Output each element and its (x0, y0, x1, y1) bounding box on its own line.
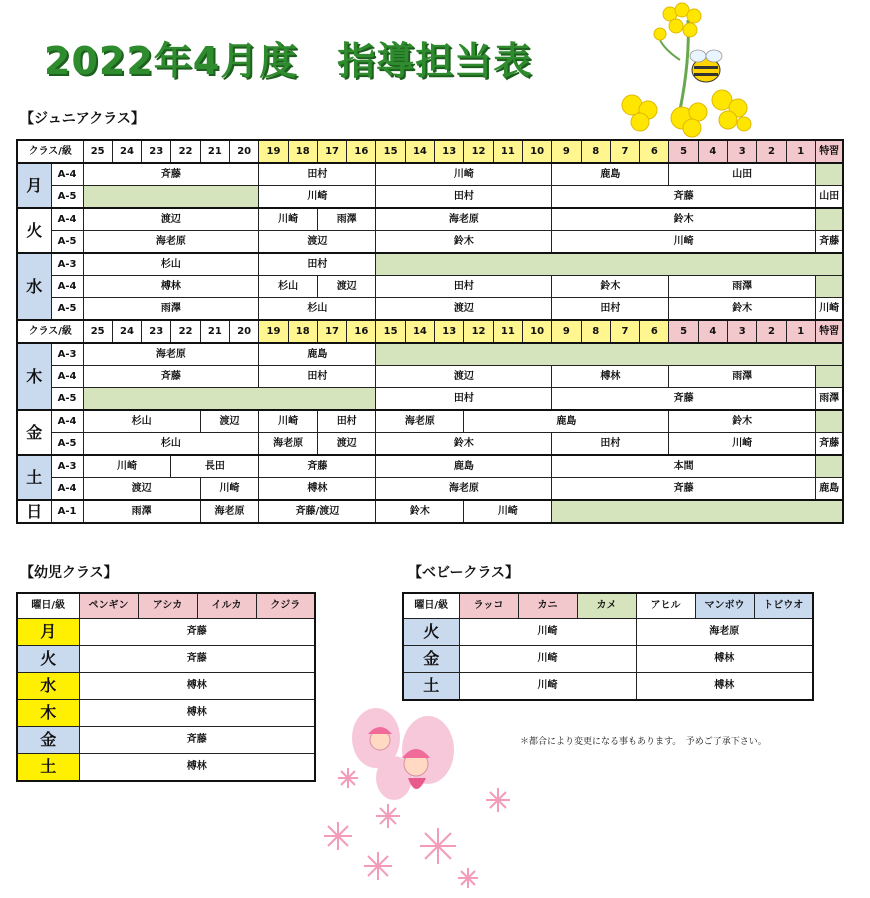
teacher-cell: 鹿島 (376, 455, 552, 478)
level-header: 2 (757, 140, 786, 163)
level-label: A-5 (51, 231, 83, 254)
level-header: 23 (142, 320, 171, 343)
schedule-row-thu-a4 (17, 366, 843, 388)
level-header: 9 (552, 320, 581, 343)
teacher-cell: 川崎 (259, 186, 376, 209)
teacher-cell: 斉藤 (815, 433, 843, 456)
level-header: 15 (376, 140, 405, 163)
teacher-cell: 榑林 (552, 366, 669, 388)
kinder-row (17, 646, 315, 673)
teacher-cell: 田村 (259, 253, 376, 276)
level-header: 8 (581, 320, 610, 343)
schedule-row-fri-a4 (17, 410, 843, 433)
baby-header-row (403, 593, 813, 619)
teacher-cell: 川崎 (669, 433, 815, 456)
empty-cell (83, 186, 259, 209)
teacher-cell: 鈴木 (669, 410, 815, 433)
day-label: 金 (403, 646, 459, 673)
header-corner: クラス/級 (17, 320, 83, 343)
teacher-cell: 雨澤 (317, 208, 376, 231)
level-label: A-3 (51, 253, 83, 276)
day-label: 月 (17, 619, 79, 646)
level-label: A-5 (51, 388, 83, 411)
teacher-cell: 長田 (171, 455, 259, 478)
day-label: 土 (17, 754, 79, 782)
day-label-wed: 水 (17, 253, 51, 320)
kinder-row (17, 619, 315, 646)
day-label: 水 (17, 673, 79, 700)
bee-icon (690, 50, 722, 82)
teacher-cell: 雨澤 (669, 366, 815, 388)
schedule-row-sun-a1 (17, 500, 843, 523)
level-header: 13 (435, 140, 464, 163)
teacher-cell: 海老原 (83, 231, 259, 254)
baby-section-label: 【ベビークラス】 (408, 565, 520, 581)
level-header: 10 (522, 140, 551, 163)
teacher-cell: 鈴木 (376, 231, 552, 254)
kinder-section-label: 【幼児クラス】 (20, 565, 118, 581)
empty-cell (376, 343, 843, 366)
day-label-tue: 火 (17, 208, 51, 253)
teacher-cell: 雨澤 (83, 500, 200, 523)
level-header: 5 (669, 140, 698, 163)
teacher-cell: 渡辺 (83, 478, 200, 501)
teacher-cell: 渡辺 (259, 231, 376, 254)
day-label-sat: 土 (17, 455, 51, 500)
level-header: 16 (347, 140, 376, 163)
teacher-cell: 榑林 (259, 478, 376, 501)
level-header: 17 (317, 140, 346, 163)
schedule-row-wed-a5 (17, 298, 843, 321)
level-label: A-5 (51, 433, 83, 456)
level-label: A-3 (51, 343, 83, 366)
change-notice: ＊都合により変更になる事もあります。 予めご了承下さい。 (520, 737, 767, 747)
baby-schedule-table (402, 592, 814, 701)
teacher-cell: 榑林 (636, 646, 813, 673)
teacher-cell: 川崎 (459, 619, 636, 646)
level-header: 7 (610, 140, 639, 163)
day-label: 土 (403, 673, 459, 701)
class-header: カメ (577, 593, 636, 619)
teacher-cell: 斉藤 (552, 388, 816, 411)
teacher-cell: 雨澤 (815, 388, 843, 411)
class-header: クジラ (256, 593, 315, 619)
level-header: 21 (200, 140, 229, 163)
class-header: ペンギン (79, 593, 138, 619)
teacher-cell: 杉山 (83, 433, 259, 456)
teacher-cell: 鹿島 (259, 343, 376, 366)
teacher-cell: 斉藤 (552, 478, 816, 501)
teacher-cell: 斉藤 (83, 163, 259, 186)
level-header: 6 (640, 140, 669, 163)
teacher-cell: 海老原 (376, 410, 464, 433)
junior-header-row (17, 140, 843, 163)
teacher-cell: 杉山 (83, 410, 200, 433)
schedule-row-mon-a4 (17, 163, 843, 186)
level-label: A-4 (51, 478, 83, 501)
junior-header-row (17, 320, 843, 343)
teacher-cell: 川崎 (259, 410, 318, 433)
level-label: A-4 (51, 276, 83, 298)
class-header: カニ (518, 593, 577, 619)
teacher-cell: 榑林 (79, 754, 315, 782)
level-header: 1 (786, 140, 815, 163)
day-label: 木 (17, 700, 79, 727)
level-header: 25 (83, 320, 112, 343)
teacher-cell: 杉山 (259, 298, 376, 321)
level-header: 10 (522, 320, 551, 343)
schedule-row-thu-a5 (17, 388, 843, 411)
teacher-cell: 鈴木 (669, 298, 815, 321)
teacher-cell: 田村 (376, 388, 552, 411)
teacher-cell: 川崎 (464, 500, 552, 523)
level-header: 23 (142, 140, 171, 163)
day-label-mon: 月 (17, 163, 51, 208)
level-header: 3 (728, 320, 757, 343)
teacher-cell: 雨澤 (669, 276, 815, 298)
schedule-row-wed-a3 (17, 253, 843, 276)
sakura-fairies-illustration (318, 708, 518, 894)
special-header: 特習 (815, 320, 843, 343)
level-header: 8 (581, 140, 610, 163)
class-header: アシカ (138, 593, 197, 619)
teacher-cell: 田村 (376, 276, 552, 298)
level-header: 17 (317, 320, 346, 343)
teacher-cell: 渡辺 (317, 276, 376, 298)
teacher-cell: 榑林 (83, 276, 259, 298)
empty-cell (552, 500, 844, 523)
level-label: A-4 (51, 163, 83, 186)
junior-section-label: 【ジュニアクラス】 (20, 111, 145, 127)
teacher-cell: 榑林 (79, 673, 315, 700)
level-label: A-4 (51, 366, 83, 388)
level-header: 11 (493, 140, 522, 163)
teacher-cell: 斉藤 (79, 619, 315, 646)
teacher-cell: 海老原 (83, 343, 259, 366)
page-title: 2022年4月度 指導担当表 (44, 39, 533, 83)
kinder-row (17, 700, 315, 727)
teacher-cell: 海老原 (376, 208, 552, 231)
header-corner: クラス/級 (17, 140, 83, 163)
class-header: トビウオ (754, 593, 813, 619)
teacher-cell: 川崎 (459, 673, 636, 701)
teacher-cell: 山田 (669, 163, 815, 186)
schedule-row-tue-a4 (17, 208, 843, 231)
teacher-cell: 川崎 (815, 298, 843, 321)
empty-cell (815, 366, 843, 388)
teacher-cell: 杉山 (83, 253, 259, 276)
level-header: 25 (83, 140, 112, 163)
teacher-cell: 渡辺 (317, 433, 376, 456)
empty-cell (815, 276, 843, 298)
teacher-cell: 川崎 (376, 163, 552, 186)
schedule-row-tue-a5 (17, 231, 843, 254)
level-header: 7 (610, 320, 639, 343)
kinder-schedule-table (16, 592, 316, 782)
level-label: A-1 (51, 500, 83, 523)
day-label: 火 (403, 619, 459, 646)
level-header: 20 (230, 320, 259, 343)
baby-row (403, 619, 813, 646)
teacher-cell: 川崎 (200, 478, 259, 501)
level-label: A-4 (51, 208, 83, 231)
day-label-fri: 金 (17, 410, 51, 455)
level-header: 11 (493, 320, 522, 343)
level-header: 21 (200, 320, 229, 343)
level-header: 5 (669, 320, 698, 343)
teacher-cell: 渡辺 (200, 410, 259, 433)
class-header: マンボウ (695, 593, 754, 619)
special-header: 特習 (815, 140, 843, 163)
level-header: 4 (698, 140, 727, 163)
teacher-cell: 田村 (259, 163, 376, 186)
schedule-row-fri-a5 (17, 433, 843, 456)
teacher-cell: 鈴木 (376, 500, 464, 523)
teacher-cell: 山田 (815, 186, 843, 209)
level-header: 15 (376, 320, 405, 343)
teacher-cell: 渡辺 (376, 366, 552, 388)
empty-cell (83, 388, 376, 411)
kinder-header-row (17, 593, 315, 619)
level-header: 1 (786, 320, 815, 343)
schedule-row-sat-a3 (17, 455, 843, 478)
teacher-cell: 杉山 (259, 276, 318, 298)
teacher-cell: 田村 (259, 366, 376, 388)
teacher-cell: 海老原 (200, 500, 259, 523)
level-label: A-4 (51, 410, 83, 433)
teacher-cell: 鈴木 (552, 276, 669, 298)
level-header: 4 (698, 320, 727, 343)
level-header: 13 (435, 320, 464, 343)
teacher-cell: 川崎 (83, 455, 171, 478)
teacher-cell: 田村 (376, 186, 552, 209)
level-header: 12 (464, 140, 493, 163)
teacher-cell: 海老原 (259, 433, 318, 456)
teacher-cell: 鹿島 (815, 478, 843, 501)
teacher-cell: 渡辺 (83, 208, 259, 231)
day-label: 火 (17, 646, 79, 673)
kinder-row (17, 754, 315, 782)
kinder-row (17, 673, 315, 700)
teacher-cell: 鹿島 (552, 163, 669, 186)
teacher-cell: 斉藤/渡辺 (259, 500, 376, 523)
day-label-thu: 木 (17, 343, 51, 410)
teacher-cell: 榑林 (79, 700, 315, 727)
teacher-cell: 雨澤 (83, 298, 259, 321)
schedule-row-wed-a4 (17, 276, 843, 298)
teacher-cell: 川崎 (259, 208, 318, 231)
header-corner: 曜日/級 (403, 593, 459, 619)
schedule-row-sat-a4 (17, 478, 843, 501)
level-header: 22 (171, 140, 200, 163)
level-label: A-5 (51, 186, 83, 209)
teacher-cell: 斉藤 (79, 727, 315, 754)
teacher-cell: 本間 (552, 455, 816, 478)
level-header: 3 (728, 140, 757, 163)
level-label: A-5 (51, 298, 83, 321)
class-header: イルカ (197, 593, 256, 619)
level-header: 9 (552, 140, 581, 163)
header-corner: 曜日/級 (17, 593, 79, 619)
level-header: 2 (757, 320, 786, 343)
level-header: 6 (640, 320, 669, 343)
level-label: A-3 (51, 455, 83, 478)
teacher-cell: 海老原 (376, 478, 552, 501)
empty-cell (815, 208, 843, 231)
level-header: 19 (259, 140, 288, 163)
baby-row (403, 673, 813, 701)
level-header: 14 (405, 140, 434, 163)
level-header: 12 (464, 320, 493, 343)
teacher-cell: 川崎 (459, 646, 636, 673)
schedule-row-thu-a3 (17, 343, 843, 366)
teacher-cell: 田村 (552, 298, 669, 321)
level-header: 18 (288, 140, 317, 163)
teacher-cell: 鈴木 (552, 208, 816, 231)
teacher-cell: 鹿島 (464, 410, 669, 433)
class-header: ラッコ (459, 593, 518, 619)
teacher-cell: 斉藤 (815, 231, 843, 254)
level-header: 19 (259, 320, 288, 343)
class-header: アヒル (636, 593, 695, 619)
empty-cell (815, 410, 843, 433)
day-label-sun: 日 (17, 500, 51, 523)
level-header: 24 (112, 140, 141, 163)
teacher-cell: 田村 (317, 410, 376, 433)
level-header: 18 (288, 320, 317, 343)
teacher-cell: 海老原 (636, 619, 813, 646)
empty-cell (815, 455, 843, 478)
level-header: 16 (347, 320, 376, 343)
empty-cell (815, 163, 843, 186)
kinder-row (17, 727, 315, 754)
level-header: 22 (171, 320, 200, 343)
teacher-cell: 川崎 (552, 231, 816, 254)
teacher-cell: 榑林 (636, 673, 813, 701)
teacher-cell: 渡辺 (376, 298, 552, 321)
day-label: 金 (17, 727, 79, 754)
teacher-cell: 斉藤 (79, 646, 315, 673)
teacher-cell: 田村 (552, 433, 669, 456)
teacher-cell: 斉藤 (552, 186, 816, 209)
baby-row (403, 646, 813, 673)
teacher-cell: 鈴木 (376, 433, 552, 456)
empty-cell (376, 253, 843, 276)
teacher-cell: 斉藤 (259, 455, 376, 478)
teacher-cell: 斉藤 (83, 366, 259, 388)
schedule-row-mon-a5 (17, 186, 843, 209)
level-header: 20 (230, 140, 259, 163)
level-header: 14 (405, 320, 434, 343)
rapeseed-flower-illustration (610, 0, 760, 140)
level-header: 24 (112, 320, 141, 343)
junior-schedule-table (16, 139, 844, 524)
